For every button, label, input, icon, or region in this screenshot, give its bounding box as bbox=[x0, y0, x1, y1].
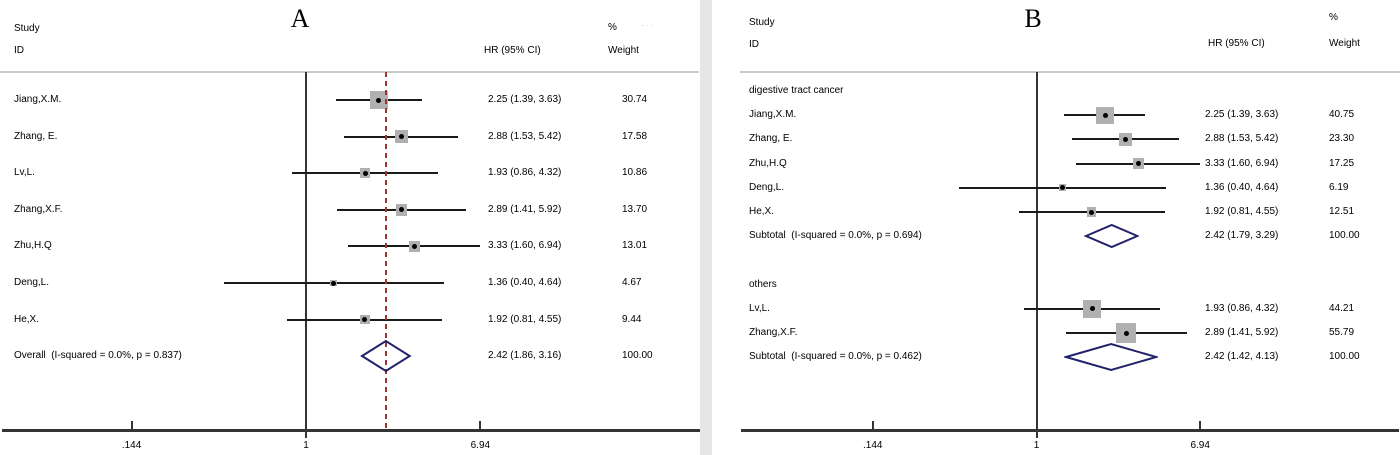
study-label: Zhang,X.F. bbox=[749, 327, 798, 338]
hr-ci-value: 2.42 (1.86, 3.16) bbox=[488, 350, 562, 362]
watermark-artifact: ··· bbox=[641, 21, 655, 30]
study-label: Jiang,X.M. bbox=[14, 94, 62, 105]
point-estimate-marker bbox=[412, 244, 417, 249]
panel-a-header-weight: Weight bbox=[608, 45, 639, 56]
weight-value: 9.44 bbox=[622, 313, 642, 325]
hr-ci-value: 2.89 (1.41, 5.92) bbox=[1205, 327, 1279, 338]
panel-a-header-hr-ci: HR (95% CI) bbox=[484, 45, 541, 56]
study-label: Jiang,X.M. bbox=[749, 109, 797, 121]
hr-ci-value: 2.89 (1.41, 5.92) bbox=[488, 203, 562, 215]
pooled-diamond bbox=[1064, 342, 1158, 372]
weight-value: 100.00 bbox=[1329, 351, 1360, 363]
overall-estimate-dashed-line bbox=[385, 72, 387, 430]
x-axis-tick bbox=[872, 421, 874, 429]
weight-value: 13.70 bbox=[622, 203, 648, 215]
hr-ci-value: 3.33 (1.60, 6.94) bbox=[1205, 157, 1279, 169]
hr-ci-value: 2.88 (1.53, 5.42) bbox=[1205, 133, 1279, 145]
study-label: Zhang,X.F. bbox=[14, 203, 63, 215]
summary-label: Overall (I-squared = 0.0%, p = 0.837) bbox=[14, 350, 182, 362]
hr-ci-value: 1.36 (0.40, 4.64) bbox=[488, 277, 562, 288]
hr-ci-value: 2.42 (1.42, 4.13) bbox=[1205, 351, 1279, 363]
panel-b-header-id: ID bbox=[749, 39, 759, 50]
study-label: Deng,L. bbox=[749, 181, 785, 193]
subgroup-label: digestive tract cancer bbox=[749, 85, 844, 96]
point-estimate-marker bbox=[363, 171, 368, 176]
x-axis-line bbox=[741, 429, 1399, 432]
hr-ci-value: 2.42 (1.79, 3.29) bbox=[1205, 230, 1279, 242]
panel-a-header-study: Study bbox=[14, 23, 40, 34]
hr-ci-value: 1.92 (0.81, 4.55) bbox=[488, 313, 562, 325]
x-axis-tick bbox=[479, 421, 481, 429]
weight-value: 40.75 bbox=[1329, 109, 1355, 121]
null-effect-line bbox=[305, 72, 307, 438]
weight-value: 17.25 bbox=[1329, 157, 1355, 169]
weight-value: 44.21 bbox=[1329, 302, 1355, 314]
hr-ci-value: 2.88 (1.53, 5.42) bbox=[488, 130, 562, 142]
point-estimate-marker bbox=[1089, 210, 1094, 215]
study-label: He,X. bbox=[14, 313, 40, 325]
panel-seam-divider bbox=[700, 0, 712, 455]
study-label: Deng,L. bbox=[14, 277, 50, 288]
study-label: Zhang, E. bbox=[14, 130, 58, 142]
weight-value: 10.86 bbox=[622, 167, 648, 179]
panel-b-header-weight: Weight bbox=[1329, 38, 1360, 49]
study-label: Zhu,H.Q bbox=[14, 240, 52, 252]
hr-ci-value: 2.25 (1.39, 3.63) bbox=[488, 94, 562, 105]
panel-b-header-study: Study bbox=[749, 17, 775, 28]
hr-ci-value: 3.33 (1.60, 6.94) bbox=[488, 240, 562, 252]
panel-a-header-id: ID bbox=[14, 45, 24, 56]
weight-value: 100.00 bbox=[1329, 230, 1360, 242]
study-label: He,X. bbox=[749, 206, 775, 217]
header-separator-line bbox=[740, 71, 1400, 73]
point-estimate-marker bbox=[399, 134, 404, 139]
header-separator-line bbox=[0, 71, 699, 73]
point-estimate-marker bbox=[1136, 161, 1141, 166]
weight-value: 6.19 bbox=[1329, 181, 1349, 193]
x-axis-tick-label: 6.94 bbox=[1190, 440, 1210, 451]
weight-value: 13.01 bbox=[622, 240, 648, 252]
x-axis-tick bbox=[1199, 421, 1201, 429]
panel-b-title: B bbox=[1024, 4, 1042, 33]
x-axis-tick bbox=[131, 421, 133, 429]
weight-value: 17.58 bbox=[622, 130, 648, 142]
subgroup-label: others bbox=[749, 278, 777, 290]
point-estimate-marker bbox=[1103, 113, 1108, 118]
x-axis-tick-label: .144 bbox=[121, 440, 142, 451]
panel-b-header-percent: % bbox=[1329, 12, 1338, 23]
panel-b-header-hr-ci: HR (95% CI) bbox=[1208, 38, 1265, 49]
x-axis-tick-label: .144 bbox=[863, 440, 883, 451]
weight-value: 12.51 bbox=[1329, 206, 1355, 217]
hr-ci-value: 2.25 (1.39, 3.63) bbox=[1205, 109, 1279, 121]
pooled-diamond bbox=[1084, 223, 1139, 249]
hr-ci-value: 1.92 (0.81, 4.55) bbox=[1205, 206, 1279, 217]
x-axis-tick-label: 6.94 bbox=[470, 440, 491, 451]
x-axis-tick-label: 1 bbox=[1033, 440, 1040, 451]
weight-value: 100.00 bbox=[622, 350, 653, 362]
study-label: Zhang, E. bbox=[749, 133, 793, 145]
null-effect-line bbox=[1036, 72, 1038, 438]
hr-ci-value: 1.93 (0.86, 4.32) bbox=[1205, 302, 1279, 314]
summary-label: Subtotal (I-squared = 0.0%, p = 0.694) bbox=[749, 230, 922, 242]
summary-label: Subtotal (I-squared = 0.0%, p = 0.462) bbox=[749, 351, 922, 363]
study-label: Zhu,H.Q bbox=[749, 157, 787, 169]
x-axis-tick-label: 1 bbox=[303, 440, 309, 451]
panel-a-title: A bbox=[290, 4, 310, 33]
point-estimate-marker bbox=[331, 281, 336, 286]
hr-ci-value: 1.36 (0.40, 4.64) bbox=[1205, 181, 1279, 193]
study-label: Lv,L. bbox=[749, 302, 770, 314]
panel-a-header-percent: % bbox=[608, 22, 617, 33]
point-estimate-marker bbox=[1090, 306, 1095, 311]
pooled-diamond bbox=[360, 339, 412, 373]
study-label: Lv,L. bbox=[14, 167, 35, 179]
hr-ci-value: 1.93 (0.86, 4.32) bbox=[488, 167, 562, 179]
point-estimate-marker bbox=[1124, 331, 1129, 336]
weight-value: 30.74 bbox=[622, 94, 648, 105]
x-axis-line bbox=[2, 429, 700, 432]
weight-value: 23.30 bbox=[1329, 133, 1355, 145]
weight-value: 55.79 bbox=[1329, 327, 1355, 338]
weight-value: 4.67 bbox=[622, 277, 642, 288]
